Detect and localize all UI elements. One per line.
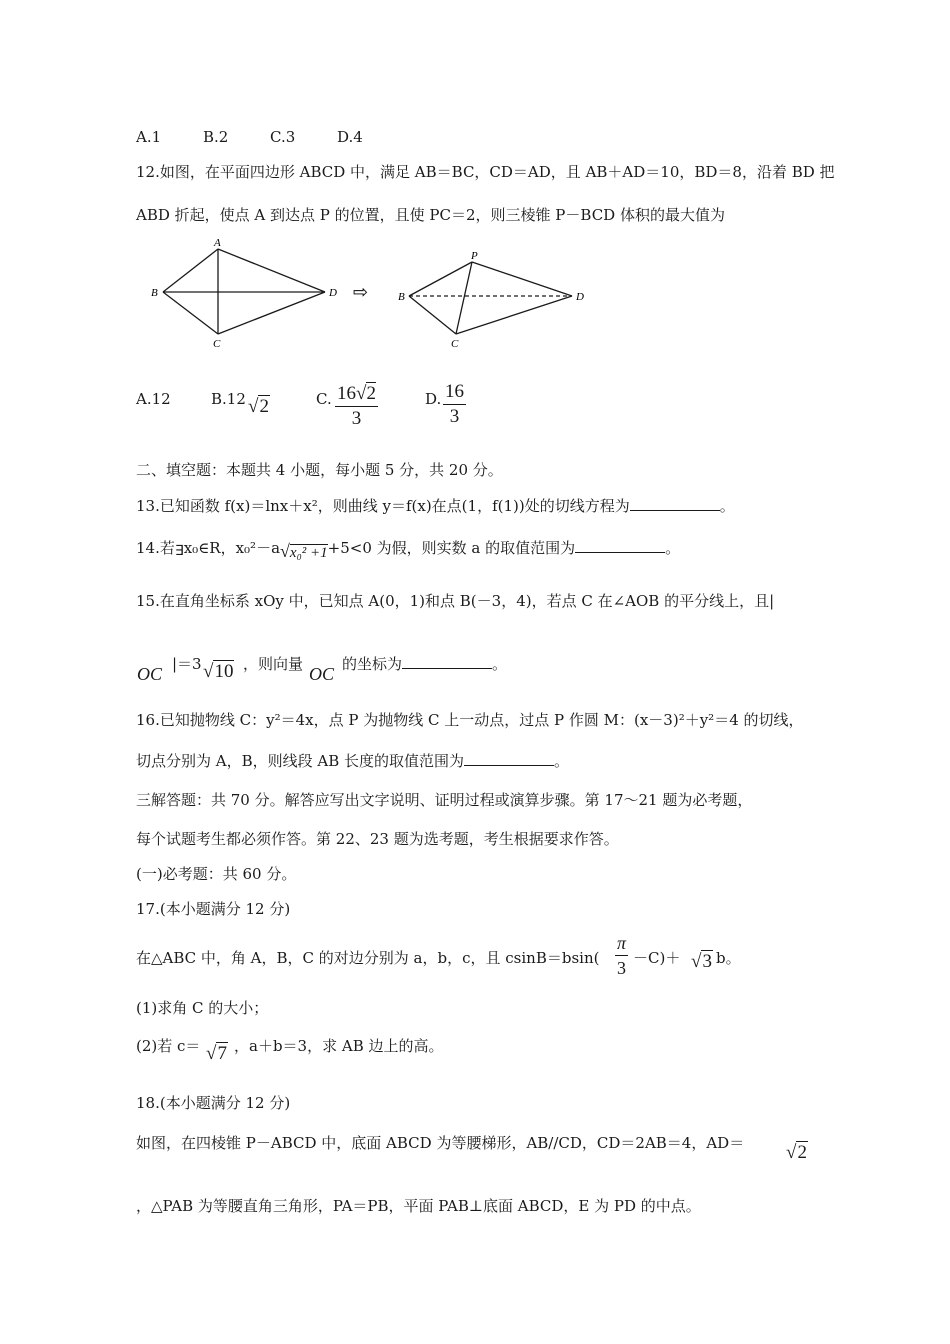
q14-line: 14.若∃x₀∈R，x₀²－a√x₀² +1+5<0 为假，则实数 a 的取值范围为 。: [136, 539, 681, 561]
q15-mid: |＝3: [172, 655, 202, 673]
exists-symbol: ∃: [174, 543, 184, 559]
q15-line-1: 15.在直角坐标系 xOy 中，已知点 A(0，1)和点 B(－3，4)，若点 C 在∠AOB 的平分线上，且|: [136, 592, 775, 610]
edge-pd: [472, 262, 572, 296]
q15-answer-blank[interactable]: [402, 654, 492, 669]
q16-line-2: 切点分别为 A，B，则线段 AB 长度的取值范围为 。: [136, 752, 570, 770]
section-3-line-1: 三解答题：共 70 分。解答应写出文字说明、证明过程或演算步骤。第 17～21 题为必考题，: [136, 791, 753, 809]
q12-option-b: B.12: [211, 390, 246, 408]
q12-figure: [145, 235, 605, 355]
q17-stem-b: －C)＋: [633, 949, 681, 967]
edge-bc2: [409, 296, 456, 334]
q12-option-b-sqrt: √2: [248, 396, 269, 417]
q11-option-a: A.1: [136, 128, 162, 146]
q15-tail: 的坐标为 。: [342, 655, 508, 673]
q18-line-1: 如图，在四棱锥 P－ABCD 中，底面 ABCD 为等腰梯形，AB//CD，CD＝2AB＝4，AD＝: [136, 1134, 745, 1152]
q14-answer-blank[interactable]: [575, 538, 665, 553]
section-3-line-3: (一)必考题：共 60 分。: [136, 865, 297, 883]
q17-part-2-b: ，a＋b＝3，求 AB 边上的高。: [234, 1037, 444, 1055]
q17-pi-over-3: $\frac{\pi}{3}$: [617, 933, 627, 978]
q12-option-c: C.: [316, 390, 332, 408]
edge-cd2: [456, 296, 572, 334]
q17-sqrt-3: √3: [691, 951, 712, 972]
fold-arrow-icon: ⇨: [353, 282, 369, 303]
q15-mid-2: ，则向量: [243, 655, 304, 673]
q14-sqrt: √x₀² +1: [280, 541, 328, 561]
q13-answer-blank[interactable]: [630, 496, 720, 511]
q11-option-c: C.3: [270, 128, 296, 146]
section-2-heading: 二、填空题：本题共 4 小题，每小题 5 分，共 20 分。: [136, 461, 503, 479]
label-d: D: [329, 287, 337, 299]
label-b2: B: [398, 291, 405, 303]
q15-sqrt: √10: [203, 661, 234, 682]
section-3-line-2: 每个试题考生都必须作答。第 22、23 题为选考题，考生根据要求作答。: [136, 830, 619, 848]
label-c2: C: [451, 338, 459, 350]
q11-option-d: D.4: [337, 128, 363, 146]
q17-stem-a: 在△ABC 中，角 A，B，C 的对边分别为 a，b，c，且 csinB＝bsin(: [136, 949, 600, 967]
label-d2: D: [576, 291, 584, 303]
vector-oc-1: OC: [137, 664, 163, 684]
q16-line-1: 16.已知抛物线 C：y²＝4x，点 P 为抛物线 C 上一动点，过点 P 作圆 M：(x－3)²＋y²＝4 的切线，: [136, 711, 804, 729]
q12-option-c-fraction: $\frac{16√2}{3}$: [337, 383, 376, 429]
q17-stem-c: b。: [716, 949, 741, 967]
q11-option-b: B.2: [203, 128, 229, 146]
q13-line: 13.已知函数 f(x)＝lnx＋x²，则曲线 y＝f(x)在点(1，f(1))处的切线方程为 。: [136, 497, 735, 515]
label-p: P: [471, 250, 478, 262]
q18-heading: 18.(本小题满分 12 分): [136, 1094, 291, 1112]
q12-option-d: D.: [425, 390, 442, 408]
q18-line-2: ，△PAB 为等腰直角三角形，PA＝PB，平面 PAB⊥底面 ABCD，E 为 PD 的中点。: [136, 1197, 701, 1215]
label-a: A: [214, 237, 221, 249]
edge-cd: [218, 292, 325, 334]
q12-option-a: A.12: [136, 390, 171, 408]
edge-bc: [163, 292, 218, 334]
edge-pb: [409, 262, 472, 296]
q17-heading: 17.(本小题满分 12 分): [136, 900, 291, 918]
edge-ad: [218, 249, 325, 292]
vector-oc-2: OC: [309, 664, 335, 684]
label-c: C: [213, 338, 221, 350]
q17-part-2-a: (2)若 c＝: [136, 1037, 201, 1055]
q12-line-2: ABD 折起，使点 A 到达点 P 的位置，且使 PC＝2，则三棱锥 P－BCD 体积的最大值为: [136, 206, 725, 224]
q18-sqrt-2: √2: [786, 1142, 807, 1163]
q17-part-1: (1)求角 C 的大小；: [136, 999, 269, 1017]
q12-line-1: 12.如图，在平面四边形 ABCD 中，满足 AB＝BC，CD＝AD，且 AB＋AD＝10，BD＝8，沿着 BD 把: [136, 163, 835, 181]
edge-pc: [456, 262, 472, 334]
q17-sqrt-7: √7: [206, 1043, 227, 1064]
edge-ab: [163, 249, 218, 292]
q16-answer-blank[interactable]: [464, 751, 554, 766]
label-b: B: [151, 287, 158, 299]
q12-option-d-fraction: $\frac{16}{3}$: [445, 381, 464, 427]
